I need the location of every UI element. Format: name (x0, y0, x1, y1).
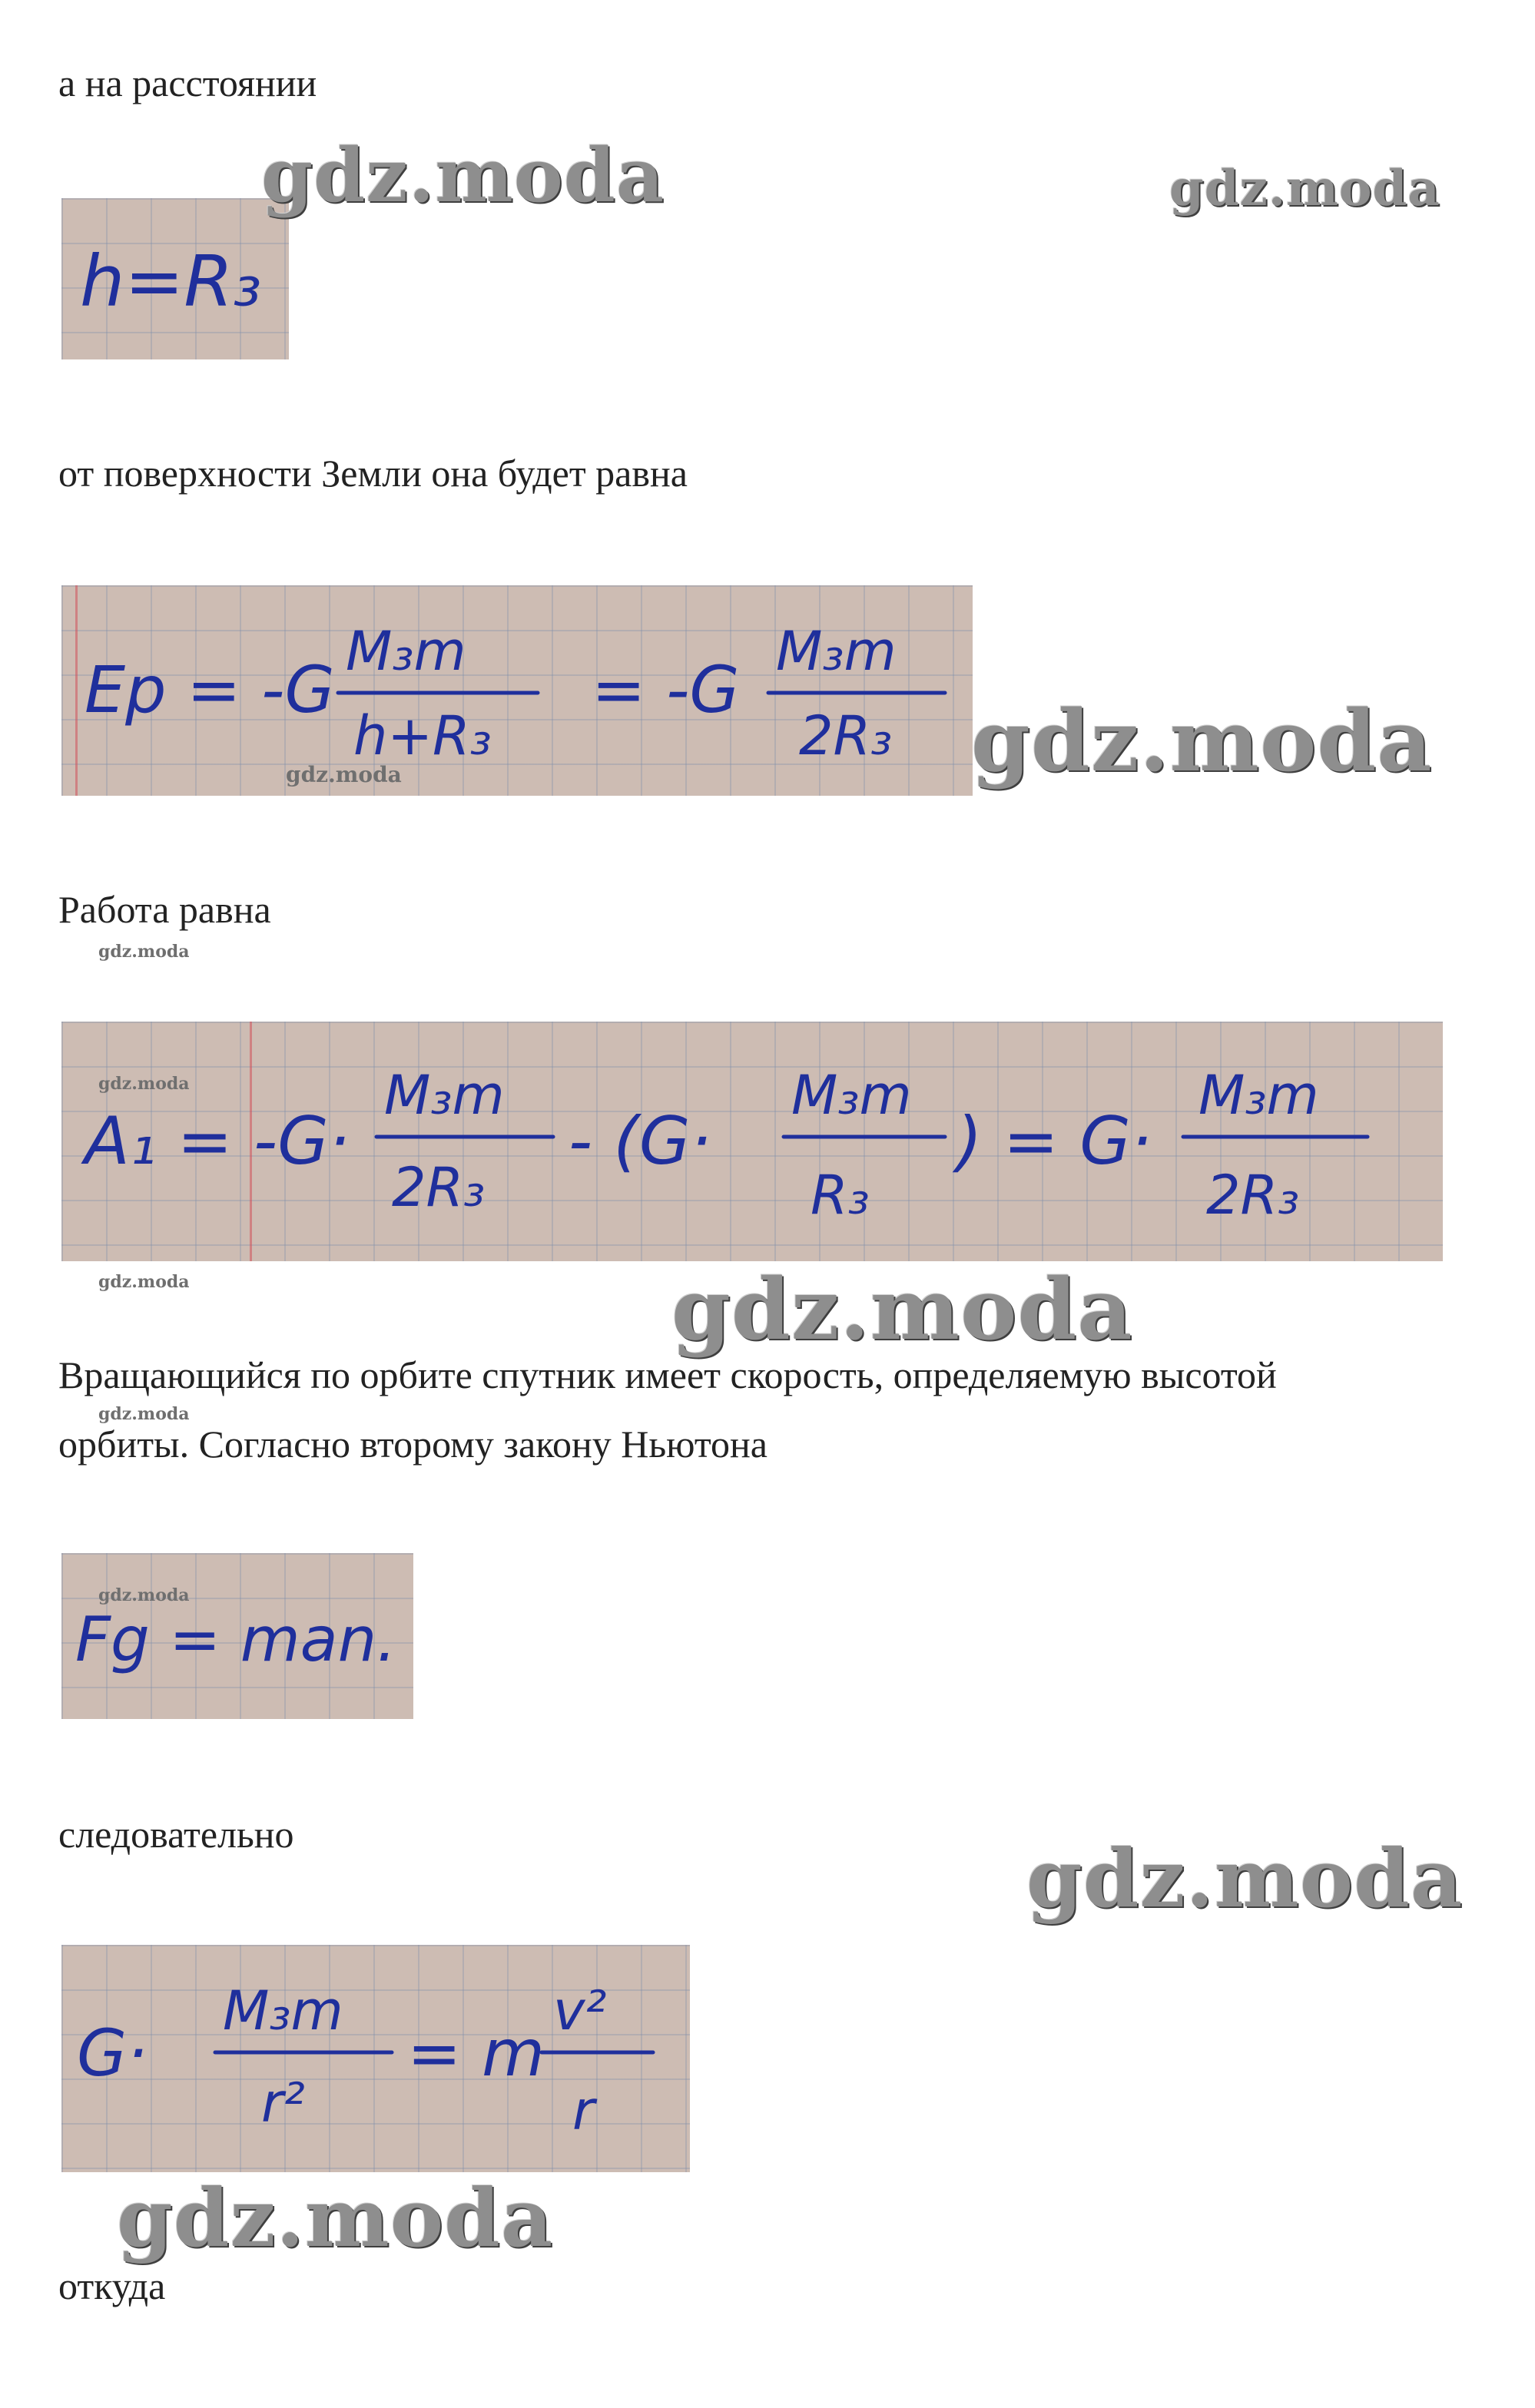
svg-text:2R₃: 2R₃ (799, 704, 893, 767)
watermark-logo: gdz.moda (98, 1272, 190, 1292)
formula-image-h-equals-r (61, 198, 289, 359)
svg-text:M₃m: M₃m (776, 620, 897, 683)
formula-image-potential-energy (61, 585, 973, 796)
watermark-logo: gdz.moda (671, 1260, 1133, 1359)
watermark-logo: gdz.moda (98, 1404, 190, 1424)
watermark-logo: gdz.moda (1026, 1831, 1464, 1926)
watermark-logo: gdz.moda (1169, 160, 1441, 217)
text-newton-second-law: орбиты. Согласно второму закону Ньютона (58, 1423, 768, 1466)
watermark-logo: gdz.moda (261, 132, 665, 219)
svg-text:M₃m: M₃m (346, 620, 466, 683)
svg-text:- (G·: - (G· (569, 1103, 711, 1180)
watermark-logo: gdz.moda (98, 942, 190, 962)
svg-text:G·: G· (77, 2015, 148, 2091)
svg-text:2R₃: 2R₃ (1206, 1164, 1300, 1227)
text-whence: откуда (58, 2264, 166, 2307)
watermark-logo: gdz.moda (98, 1074, 190, 1094)
svg-text:Fg = man.: Fg = man. (75, 1604, 396, 1675)
svg-text:= -G: = -G (592, 652, 740, 727)
watermark-logo: gdz.moda (117, 2171, 554, 2265)
svg-text:R₃: R₃ (811, 1164, 870, 1227)
watermark-logo: gdz.moda (286, 762, 402, 787)
svg-text:2R₃: 2R₃ (392, 1156, 486, 1219)
svg-text:M₃m: M₃m (384, 1064, 505, 1127)
svg-text:) = G·: ) = G· (956, 1103, 1152, 1180)
svg-text:M₃m: M₃m (223, 1979, 343, 2042)
text-orbiting-satellite: Вращающийся по орбите спутник имеет скорость, определяемую высотой (58, 1353, 1277, 1396)
svg-text:= m: = m (407, 2015, 545, 2091)
text-work-equals: Работа равна (58, 888, 271, 931)
text-at-distance: а на расстоянии (58, 61, 317, 104)
watermark-logo: gdz.moda (98, 1585, 190, 1605)
svg-text:M₃m: M₃m (1198, 1064, 1319, 1127)
svg-text:v²: v² (553, 1979, 607, 2042)
svg-text:Eр = -G: Eр = -G (85, 652, 335, 727)
formula-image-newton-law (61, 1553, 413, 1719)
watermark-logo: gdz.moda (971, 691, 1433, 790)
svg-text:r²: r² (261, 2072, 305, 2135)
svg-text:r: r (572, 2079, 595, 2142)
svg-text:h+R₃: h+R₃ (353, 704, 492, 767)
formula-h-r-text: h=R₃ (80, 240, 262, 323)
svg-text:A₁ = -G·: A₁ = -G· (85, 1103, 350, 1180)
svg-text:M₃m: M₃m (791, 1064, 912, 1127)
text-from-earth-surface: от поверхности Земли она будет равна (58, 452, 688, 495)
formula-image-force-balance (61, 1945, 690, 2172)
formula-image-work (61, 1022, 1443, 1261)
text-therefore: следовательно (58, 1813, 294, 1856)
